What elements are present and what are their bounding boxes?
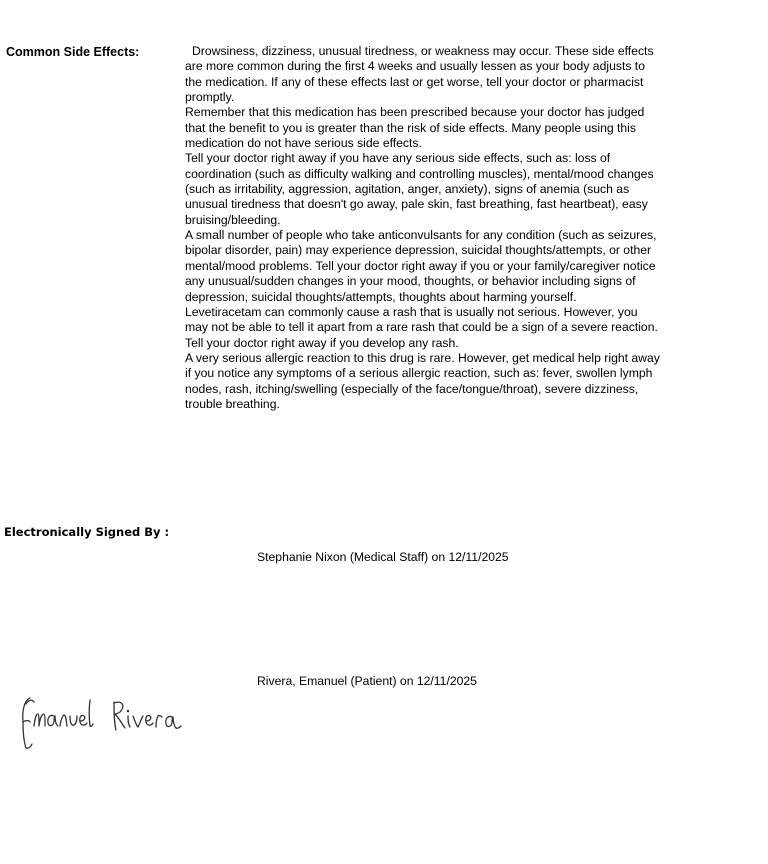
side-effects-paragraph: Levetiracetam can commonly cause a rash that is usually not serious. However, you may not be able to tell it apart from a rare rash that could be a sign of a severe reaction. Tell your doctor right away if you develop any rash. (185, 304, 658, 350)
handwritten-signature (18, 690, 193, 765)
staff-signature-line: Stephanie Nixon (Medical Staff) on 12/11/2025 (257, 550, 509, 564)
side-effects-paragraph: A very serious allergic reaction to this drug is rare. However, get medical help right away if you notice any symptoms of a serious allergic reaction, such as: fever, swollen lymph nodes, rash, itching/swelling (especially of the face/tongue/throat), severe dizziness, trouble breathing. (185, 350, 660, 411)
side-effects-text (185, 44, 660, 412)
side-effects-paragraph: Remember that this medication has been prescribed because your doctor has judged that the benefit to you is greater than the risk of side effects. Many people using this medication do not have serious side effects. (185, 105, 645, 151)
side-effects-paragraph: A small number of people who take anticonvulsants for any condition (such as seizures, bipolar disorder, pain) may experience depression, suicidal thoughts/attempts, or other mental/mood problems. Tell your doctor right away if you or your family/caregiver notice any unusual/sudden changes in your mood, thoughts, or behavior including signs of depression, suicidal thoughts/attempts, thoughts about harming yourself. (185, 228, 657, 304)
signed-by-label: Electronically Signed By : (4, 525, 170, 539)
side-effects-paragraph: Drowsiness, dizziness, unusual tiredness, or weakness may occur. These side effects are more common during the first 4 weeks and usually lessen as your body adjusts to the medication. If any of these effects last or get worse, tell your doctor or pharmacist promptly. (185, 44, 654, 105)
side-effects-paragraph: Tell your doctor right away if you have any serious side effects, such as: loss of coordination (such as difficulty walking and controlling muscles), mental/mood changes (such as irritability, aggression, agitation, anger, anxiety), signs of anemia (such as unusual tiredness that doesn't go away, pale skin, fast breathing, fast heartbeat), easy bruising/bleeding. (185, 151, 654, 227)
patient-signature-line: Rivera, Emanuel (Patient) on 12/11/2025 (257, 674, 477, 688)
side-effects-label: Common Side Effects: (6, 45, 140, 59)
